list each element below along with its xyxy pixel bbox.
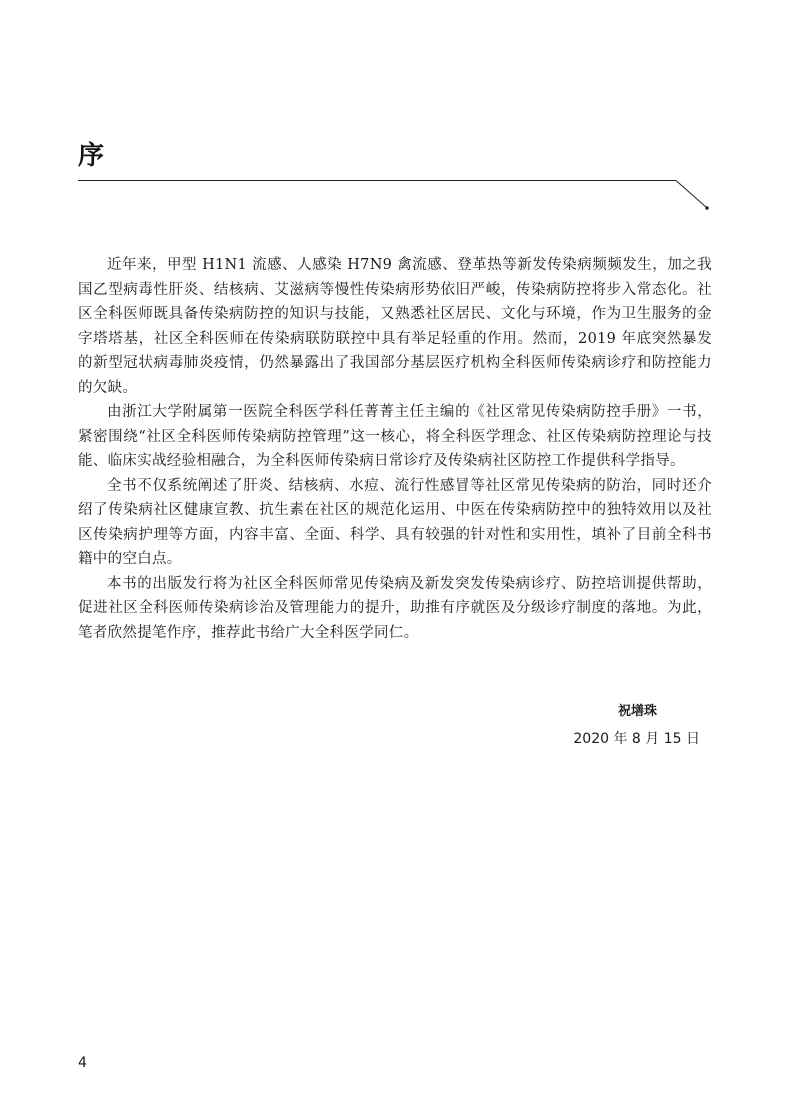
signature-block xyxy=(573,702,700,750)
paragraph: 全书不仅系统阐述了肝炎、结核病、水痘、流行性感冒等社区常见传染病的防治，同时还介绍了传染病社区健康宣教、抗生素在社区的规范化运用、中医在传染病防控中的独特效用以及社区传染病护理等方面，内容丰富、全面、科学、具有较强的针对性和实用性，填补了目前全科书籍中的空白点。 xyxy=(78,477,712,567)
page-title: 序 xyxy=(78,141,105,171)
paragraph: 本书的出版发行将为社区全科医师常见传染病及新发突发传染病诊疗、防控培训提供帮助，促进社区全科医师传染病诊治及管理能力的提升，助推有序就医及分级诊疗制度的落地。为此，笔者欣然提笔作序，推荐此书给广大全科医学同仁。 xyxy=(78,575,712,641)
signature-date: 2020 年 8 月 15 日 xyxy=(573,731,700,747)
preface-body xyxy=(78,253,712,645)
paragraph: 由浙江大学附属第一医院全科医学科任菁菁主任主编的《社区常见传染病防控手册》一书，紧密围绕“社区全科医师传染病防控管理”这一核心，将全科医学理念、社区传染病防控理论与技能、临床实战经验相融合，为全科医师传染病日常诊疗及传染病社区防控工作提供科学指导。 xyxy=(78,404,712,469)
author-name: 祝墡珠 xyxy=(617,704,657,719)
title-rule-dot xyxy=(705,206,709,210)
title-rule-slant xyxy=(676,181,706,208)
paragraph: 近年来，甲型 H1N1 流感、人感染 H7N9 禽流感、登革热等新发传染病频频发生，加之我国乙型病毒性肝炎、结核病、艾滋病等慢性传染病形势依旧严峻，传染病防控将步入常态化。社区全科医师既具备传染病防控的知识与技能，又熟悉社区居民、文化与环境，作为卫生服务的金字塔塔基，社区全科医师在传染病联防联控中具有举足轻重的作用。然而，2019 年底突然暴发的新型冠状病毒肺炎疫情，仍然暴露出了我国部分基层医疗机构全科医师传染病诊疗和防控能力的欠缺。 xyxy=(78,257,712,396)
page-number: 4 xyxy=(78,1055,87,1071)
title-rule xyxy=(0,0,800,220)
